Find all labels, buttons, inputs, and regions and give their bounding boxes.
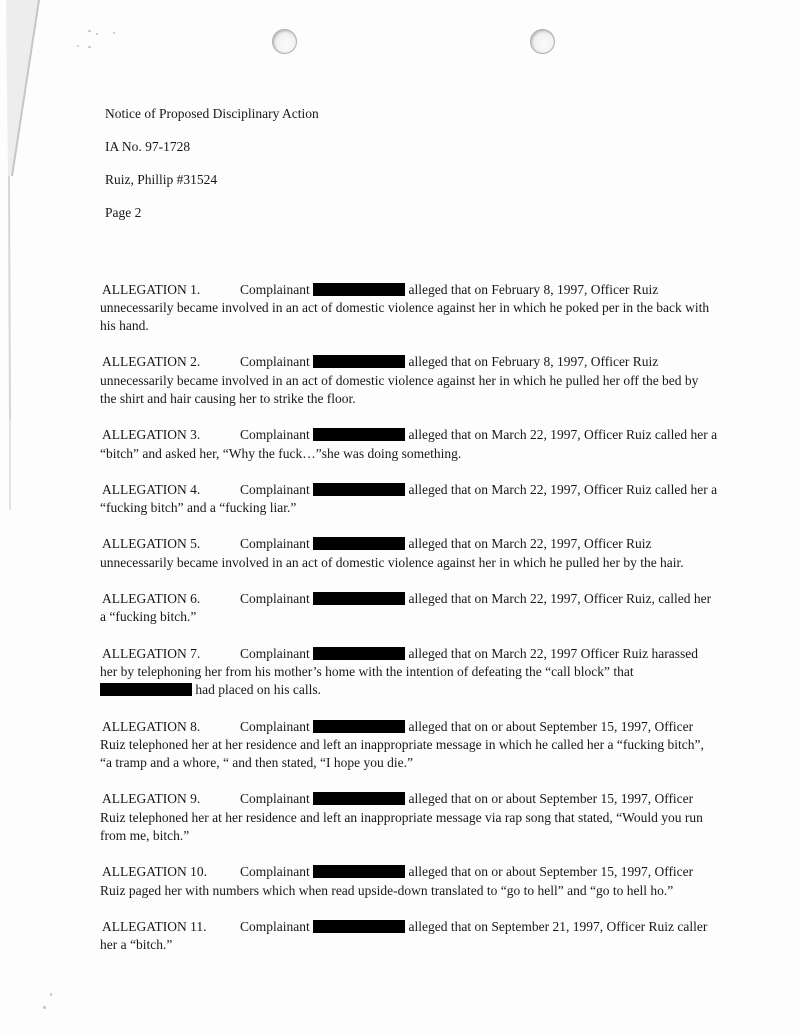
scan-speck <box>77 45 79 47</box>
allegation-label: ALLEGATION 11. <box>102 918 207 934</box>
header-page-number: Page 2 <box>105 204 142 220</box>
redaction-bar <box>313 355 405 368</box>
allegation-label: ALLEGATION 7. <box>102 645 201 661</box>
redaction-bar <box>100 683 192 696</box>
allegation-paragraph <box>100 863 718 900</box>
redaction-bar <box>313 647 405 660</box>
redaction-bar <box>313 428 405 441</box>
allegation-paragraph <box>100 353 718 408</box>
allegation-label: ALLEGATION 9. <box>102 791 201 807</box>
allegation-text: Complainant <box>240 718 314 734</box>
scan-speck <box>50 993 52 996</box>
allegation-label: ALLEGATION 4. <box>102 481 201 497</box>
document-content <box>100 89 718 973</box>
allegation-text: alleged that on March 22, 1997, Officer Ruiz, called her a “fucking bitch.” <box>100 591 712 625</box>
allegation-text: alleged that on March 22, 1997, Officer Ruiz unnecessarily became involved in an act of domestic violence against her in which he pulled her by the hair. <box>100 536 684 570</box>
punch-hole-right <box>530 29 555 54</box>
allegation-text: Complainant <box>240 864 314 880</box>
header-subject-name: Ruiz, Phillip #31524 <box>105 171 218 187</box>
allegation-text: Complainant <box>240 281 314 297</box>
allegation-label: ALLEGATION 8. <box>102 718 201 734</box>
allegation-text: Complainant <box>240 645 314 661</box>
redaction-bar <box>313 792 405 805</box>
allegations-list <box>100 281 718 955</box>
scan-speck <box>113 32 115 34</box>
allegation-paragraph <box>100 645 718 700</box>
header-title: Notice of Proposed Disciplinary Action <box>105 105 319 121</box>
redaction-bar <box>313 920 405 933</box>
allegation-text: alleged that on or about September 15, 1997, Officer Ruiz paged her with numbers which when read upside-down translated to “go to hell” and “go to hell ho.” <box>100 864 694 898</box>
scan-speck <box>96 33 98 35</box>
allegation-paragraph <box>100 481 718 518</box>
allegation-paragraph <box>100 426 718 463</box>
allegation-paragraph <box>100 535 718 572</box>
allegation-label: ALLEGATION 5. <box>102 536 201 552</box>
allegation-paragraph <box>100 918 718 955</box>
allegation-paragraph <box>100 281 718 336</box>
allegation-text: Complainant <box>240 918 314 934</box>
scan-speck <box>43 1006 46 1009</box>
allegation-text: alleged that on March 22, 1997 Officer Ruiz harassed her by telephoning her from his mother’s home with the intention of defeating the “call block” that <box>100 645 699 679</box>
allegation-text: alleged that on February 8, 1997, Officer Ruiz unnecessarily became involved in an act of domestic violence against her in which he pulled her off the bed by the shirt and hair causing her to strike the floor. <box>100 354 699 406</box>
allegation-text: alleged that on September 21, 1997, Officer Ruiz caller her a “bitch.” <box>100 918 708 953</box>
allegation-text: alleged that on or about September 15, 1997, Officer Ruiz telephoned her at her residence and left an inappropriate message in which he called her a “fucking bitch”, “a tramp and a whore, “ and then stated, “I hope you die.” <box>100 718 704 771</box>
redaction-bar <box>313 865 405 878</box>
punch-hole-left <box>272 29 297 54</box>
allegation-text: Complainant <box>240 481 314 497</box>
allegation-text: Complainant <box>240 791 314 807</box>
scan-speck <box>88 46 91 48</box>
redaction-bar <box>313 537 405 550</box>
allegation-paragraph <box>100 590 718 627</box>
allegation-text: alleged that on February 8, 1997, Officer Ruiz unnecessarily became involved in an act of domestic violence against her in which he poked per in the back with his hand. <box>100 281 710 334</box>
allegation-paragraph <box>100 790 718 845</box>
allegation-text: Complainant <box>240 536 314 552</box>
allegation-text: had placed on his calls. <box>192 682 321 698</box>
allegation-text: Complainant <box>240 354 314 370</box>
allegation-text: alleged that on or about September 15, 1997, Officer Ruiz telephoned her at her residence and left an inappropriate message via rap song that stated, “Would you run from me, bitch.” <box>100 791 703 844</box>
redaction-bar <box>313 592 405 605</box>
scan-speck <box>88 30 91 32</box>
allegation-text: Complainant <box>240 427 314 443</box>
redaction-bar <box>313 720 405 733</box>
allegation-label: ALLEGATION 1. <box>102 281 201 297</box>
allegation-text: alleged that on March 22, 1997, Officer Ruiz called her a “bitch” and asked her, “Why the fuck…”she was doing something. <box>100 427 718 461</box>
header-ia-number: IA No. 97-1728 <box>105 138 191 154</box>
allegation-text: Complainant <box>240 591 314 607</box>
allegation-text: alleged that on March 22, 1997, Officer Ruiz called her a “fucking bitch” and a “fucking liar.” <box>100 481 718 516</box>
redaction-bar <box>313 483 405 496</box>
allegation-label: ALLEGATION 3. <box>102 427 201 443</box>
allegation-label: ALLEGATION 6. <box>102 591 201 607</box>
document-header <box>100 89 718 238</box>
allegation-paragraph <box>100 718 718 773</box>
allegation-label: ALLEGATION 2. <box>102 354 201 370</box>
redaction-bar <box>313 283 405 296</box>
scan-edge-artifact <box>0 0 60 540</box>
allegation-label: ALLEGATION 10. <box>102 864 207 880</box>
